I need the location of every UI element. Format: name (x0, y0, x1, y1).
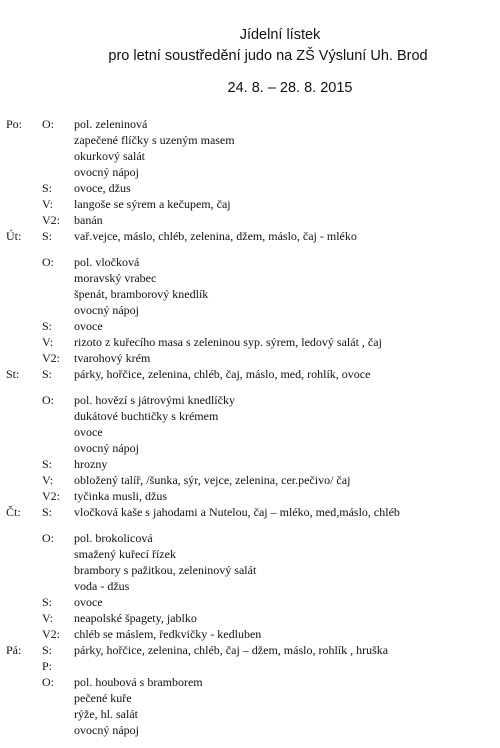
menu-line (0, 642, 500, 658)
menu-item-text: ovoce (74, 425, 103, 439)
day-label: St: (6, 367, 20, 381)
menu-item-text: zapečené flíčky s uzeným masem (74, 133, 235, 147)
day-label: Čt: (6, 505, 21, 519)
menu-line (0, 318, 500, 334)
menu-item-text: obložený talíř, /šunka, sýr, vejce, zelenina, cer.pečivo/ čaj (74, 473, 351, 487)
menu-line (0, 440, 500, 456)
menu-item-text: brambory s pažitkou, zeleninový salát (74, 563, 257, 577)
meal-label: V2: (42, 351, 60, 365)
menu-line (0, 392, 500, 408)
menu-line (0, 610, 500, 626)
menu-line (0, 350, 500, 366)
menu-item-text: smažený kuřecí řízek (74, 547, 176, 561)
menu-line (0, 286, 500, 302)
meal-label: S: (42, 319, 53, 333)
menu-line (0, 472, 500, 488)
menu-line (0, 302, 500, 318)
menu-item-text: ovoce (74, 319, 103, 333)
menu-line (0, 594, 500, 610)
menu-item-text: rizoto z kuřecího masa s zeleninou syp. sýrem, ledový salát , čaj (74, 335, 382, 349)
menu-item-text: tyčinka musli, džus (74, 489, 167, 503)
menu-item-text: neapolské špagety, jablko (74, 611, 197, 625)
menu-item-text: pol. brokolicová (74, 531, 153, 545)
menu-item-text: ovoce, džus (74, 181, 131, 195)
menu-line (0, 546, 500, 562)
meal-label: S: (42, 367, 53, 381)
menu-line (0, 228, 500, 244)
menu-item-text: pečené kuře (74, 691, 132, 705)
menu-line (0, 722, 500, 738)
menu-line (0, 530, 500, 546)
meal-label: S: (42, 505, 53, 519)
menu-line (0, 132, 500, 148)
meal-label: O: (42, 531, 54, 545)
menu-item-text: hrozny (74, 457, 108, 471)
menu-item-text: langoše se sýrem a kečupem, čaj (74, 197, 231, 211)
menu-line (0, 196, 500, 212)
meal-label: V: (42, 473, 54, 487)
menu-line (0, 254, 500, 270)
menu-line (0, 504, 500, 520)
meal-label: S: (42, 457, 53, 471)
menu-line (0, 658, 500, 674)
menu-item-text: ovoce (74, 595, 103, 609)
menu-line (0, 424, 500, 440)
day-label: Pá: (6, 643, 22, 657)
menu-item-text: pol. hovězí s játrovými knedlíčky (74, 393, 235, 407)
meal-label: P: (42, 659, 53, 673)
menu-item-text: pol. houbová s bramborem (74, 675, 203, 689)
meal-label: S: (42, 643, 53, 657)
meal-label: S: (42, 181, 53, 195)
menu-item-text: ovocný nápoj (74, 165, 139, 179)
meal-label: O: (42, 117, 54, 131)
menu-line (0, 164, 500, 180)
meal-label: O: (42, 255, 54, 269)
menu-line (0, 366, 500, 382)
menu-item-text: pol. zeleninová (74, 117, 148, 131)
menu-line (0, 116, 500, 132)
meal-label: V2: (42, 489, 60, 503)
menu-line (0, 674, 500, 690)
menu-line (0, 562, 500, 578)
menu-item-text: okurkový salát (74, 149, 145, 163)
menu-line (0, 408, 500, 424)
date-range: 24. 8. – 28. 8. 2015 (227, 80, 353, 96)
meal-label: V: (42, 197, 54, 211)
meal-label: V2: (42, 213, 60, 227)
meal-label: V: (42, 611, 54, 625)
meal-label: S: (42, 595, 53, 609)
menu-line (0, 180, 500, 196)
menu-item-text: ovocný nápoj (74, 441, 139, 455)
menu-item-text: voda - džus (74, 579, 130, 593)
menu-item-text: banán (74, 213, 103, 227)
menu-line (0, 334, 500, 350)
menu-line (0, 706, 500, 722)
menu-item-text: párky, hořčice, zelenina, chléb, čaj – džem, máslo, rohlík , hruška (74, 643, 389, 657)
document-subtitle: pro letní soustředění judo na ZŠ Výsluní Uh. Brod (108, 48, 428, 64)
menu-item-text: vař.vejce, máslo, chléb, zelenina, džem, máslo, čaj - mléko (74, 229, 357, 243)
menu-line (0, 690, 500, 706)
day-label: Po: (6, 117, 23, 131)
menu-item-text: rýže, hl. salát (74, 707, 138, 721)
menu-item-text: moravský vrabec (74, 271, 157, 285)
menu-item-text: chléb se máslem, ředkvičky - kedluben (74, 627, 262, 641)
menu-line (0, 270, 500, 286)
meal-label: O: (42, 393, 54, 407)
menu-line (0, 626, 500, 642)
menu-item-text: ovocný nápoj (74, 723, 139, 737)
menu-line (0, 212, 500, 228)
meal-label: O: (42, 675, 54, 689)
menu-line (0, 148, 500, 164)
meal-label: V: (42, 335, 54, 349)
menu-item-text: dukátové buchtičky s krémem (74, 409, 219, 423)
menu-item-text: vločková kaše s jahodami a Nutelou, čaj – mléko, med,máslo, chléb (74, 505, 400, 519)
menu-item-text: ovocný nápoj (74, 303, 139, 317)
menu-item-text: pol. vločková (74, 255, 140, 269)
menu-item-text: špenát, bramborový knedlík (74, 287, 209, 301)
document-title: Jídelní lístek (239, 27, 321, 43)
menu-line (0, 578, 500, 594)
menu-item-text: tvarohový krém (74, 351, 151, 365)
meal-label: S: (42, 229, 53, 243)
menu-line (0, 456, 500, 472)
day-label: Út: (6, 229, 22, 243)
meal-label: V2: (42, 627, 60, 641)
menu-item-text: párky, hořčice, zelenina, chléb, čaj, máslo, med, rohlík, ovoce (74, 367, 371, 381)
menu-line (0, 488, 500, 504)
